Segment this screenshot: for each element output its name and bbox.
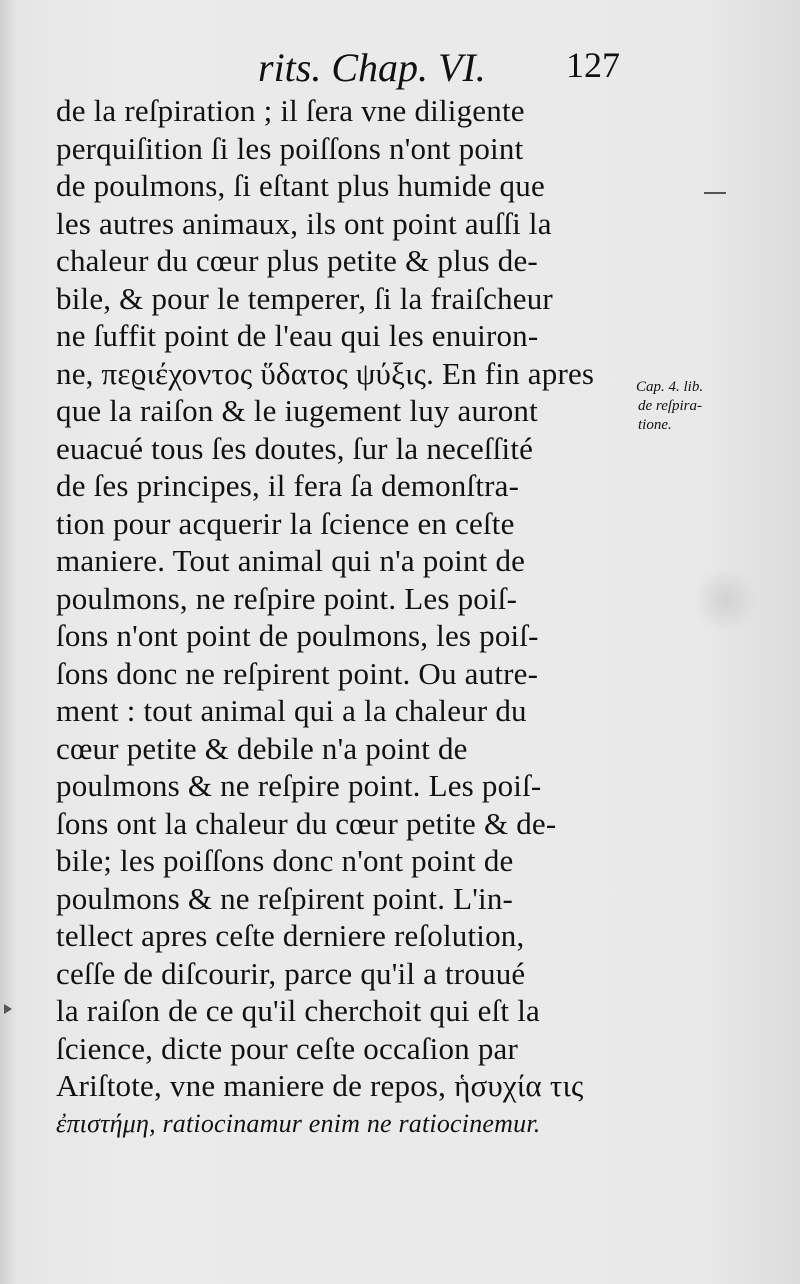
margin-note-line: Cap. 4. lib.	[636, 379, 704, 395]
text-line: tion pour acquerir la ſcience en ceſte	[56, 505, 515, 541]
text-line: ſons ont la chaleur du cœur petite & de-	[56, 805, 557, 841]
text-line: poulmons & ne reſpire point. Les poiſ-	[56, 768, 542, 803]
text-line: tellect apres ceſte derniere reſolution,	[56, 918, 525, 953]
running-head: rits. Chap. VI.	[258, 45, 486, 90]
page-smudge	[690, 570, 760, 630]
text-line: ne, πεϱιέχοντος ὕδατος ψύξις. En fin apres	[56, 355, 595, 391]
text-line: chaleur du cœur plus petite & plus de-	[56, 243, 538, 278]
text-line: ſcience, dicte pour ceſte occaſion par	[56, 1030, 519, 1066]
text-line: ceſſe de diſcourir, parce qu'il a trouué	[56, 955, 526, 991]
text-line: de la reſpiration ; il ſera vne diligente	[56, 93, 525, 128]
body-text	[56, 92, 636, 1142]
text-line: la raiſon de ce qu'il cherchoit qui eſt la	[56, 993, 540, 1028]
text-line: perquiſition ſi les poiſſons n'ont point	[56, 130, 524, 166]
text-line: les autres animaux, ils ont point auſſi la	[56, 205, 552, 241]
text-line-last: ἐπιστήμη, ratiocinamur enim ne ratiocinemur.	[56, 1108, 541, 1138]
text-line: ſons donc ne reſpirent point. Ou autre-	[56, 655, 539, 691]
text-line: ment : tout animal qui a la chaleur du	[56, 693, 527, 728]
text-line: que la raiſon & le iugement luy auront	[56, 393, 538, 428]
text-line: bile, & pour le temperer, ſi la fraiſcheur	[56, 280, 553, 316]
text-line: cœur petite & debile n'a point de	[56, 730, 468, 766]
text-line: poulmons & ne reſpirent point. L'in-	[56, 880, 514, 916]
margin-note	[636, 378, 786, 435]
text-line: poulmons, ne reſpire point. Les poiſ-	[56, 580, 518, 616]
page-number: 127	[566, 45, 620, 85]
text-line: de poulmons, ſi eſtant plus humide que	[56, 168, 545, 203]
text-line: ſons n'ont point de poulmons, les poiſ-	[56, 618, 539, 653]
text-line: de ſes principes, il fera ſa demonſtra-	[56, 468, 520, 503]
text-line: maniere. Tout animal qui n'a point de	[56, 543, 526, 578]
text-line: Ariſtote, vne maniere de repos, ἡσυχία τις	[56, 1068, 584, 1103]
text-line: ne ſuffit point de l'eau qui les enuiron-	[56, 318, 539, 353]
text-line: euacué tous ſes doutes, ſur la neceſſité	[56, 430, 534, 466]
text-line: bile; les poiſſons donc n'ont point de	[56, 843, 514, 878]
margin-note-line: tione.	[638, 417, 672, 433]
margin-note-line: de reſpira-	[638, 398, 703, 414]
margin-dash-mark	[704, 192, 726, 194]
margin-pointer-icon	[4, 1004, 12, 1014]
page-header	[0, 40, 800, 100]
